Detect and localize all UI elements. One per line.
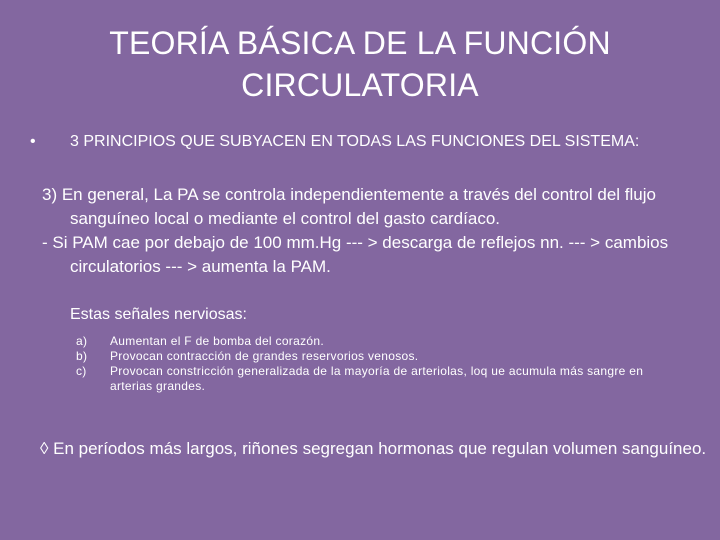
bullet-icon: • (30, 133, 36, 150)
list-item-letter: c) (76, 364, 87, 378)
list-item (76, 364, 666, 394)
principle-3-text: 3) En general, La PA se controla independientemente a través del control del flujo sanguíneo local o mediante el control del gasto cardíaco. (42, 185, 656, 228)
bullet-text: 3 PRINCIPIOS QUE SUBYACEN EN TODAS LAS FUNCIONES DEL SISTEMA: (70, 133, 640, 150)
signals-list (76, 334, 666, 394)
slide-title (40, 22, 680, 106)
principle-3-paragraph (42, 183, 710, 279)
list-item-letter: b) (76, 349, 88, 363)
title-line-1: TEORÍA BÁSICA DE LA FUNCIÓN (109, 25, 611, 61)
list-item (76, 334, 666, 349)
title-line-2: CIRCULATORIA (241, 67, 479, 103)
principles-bullet (30, 132, 700, 152)
list-item-text: Provocan constricción generalizada de la mayoría de arteriolas, loq ue acumula más sangre en arterias grandes. (110, 364, 644, 393)
list-item-text: Aumentan el F de bomba del corazón. (110, 334, 324, 348)
list-item (76, 349, 666, 364)
principle-3-detail: - Si PAM cae por debajo de 100 mm.Hg --- > descarga de reflejos nn. --- > cambios circulatorios --- > aumenta la PAM. (42, 233, 669, 276)
list-item-text: Provocan contracción de grandes reservorios venosos. (110, 349, 419, 363)
closing-paragraph: ◊ En períodos más largos, riñones segregan hormonas que regulan volumen sanguíneo. (40, 439, 707, 458)
list-item-letter: a) (76, 334, 88, 348)
signals-heading: Estas señales nerviosas: (70, 306, 247, 323)
